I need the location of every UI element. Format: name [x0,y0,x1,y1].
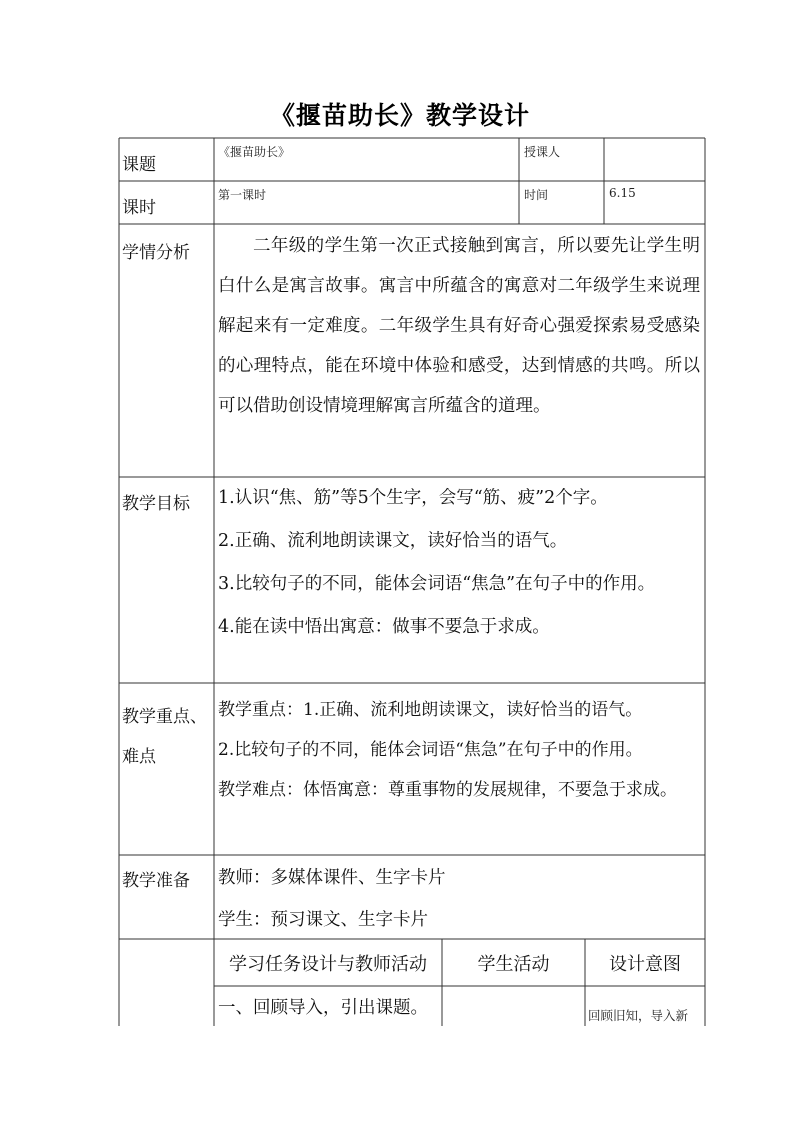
key-points-label-line1: 教学重点、 [122,707,207,727]
objective-item-4: 4.能在读中悟出寓意：做事不要急于求成。 [218,617,550,637]
time-label: 时间 [524,188,549,202]
key-point-line-3: 教学难点：体悟寓意：尊重事物的发展规律，不要急于求成。 [218,780,677,800]
analysis-text: 二年级的学生第一次正式接触到寓言，所以要先让学生明白什么是寓言故事。寓言中所蕴含的寓意对二年级学生来说理解起来有一定难度。二年级学生具有好奇心强爱探索易受感染的心理特点，能在环境中体验和感受，达到情感的共鸣。所以可以借助创设情境理解寓言所蕴含的道理。 [218,236,700,416]
task-cell: 一、回顾导入，引出课题。 [218,998,428,1018]
period-value: 第一课时 [218,188,267,202]
objective-item-1: 1.认识“焦、筋”等5个生字，会写“筋、疲”2个字。 [218,488,608,508]
key-point-line-2: 2.比较句子的不同，能体会词语“焦急”在句子中的作用。 [218,740,643,760]
page-title: 《揠苗助长》教学设计 [269,101,530,130]
key-points-label-line2: 难点 [122,747,156,767]
objective-item-2: 2.正确、流利地朗读课文，读好恰当的语气。 [218,531,568,551]
period-label: 课时 [122,198,156,218]
teacher-label: 授课人 [524,145,561,159]
preparation-student: 学生：预习课文、生字卡片 [218,910,428,930]
analysis-label: 学情分析 [122,243,190,263]
intent-cell: 回顾旧知，导入新 [588,1008,689,1023]
preparation-teacher: 教师：多媒体课件、生字卡片 [218,868,446,888]
header-intent: 设计意图 [609,954,681,975]
topic-value: 《揠苗助长》 [218,145,291,159]
header-student: 学生活动 [477,954,550,975]
objectives-list [218,480,702,646]
topic-label: 课题 [122,155,156,175]
header-task: 学习任务设计与教师活动 [229,954,427,975]
key-point-line-1: 教学重点：1.正确、流利地朗读课文，读好恰当的语气。 [218,700,643,720]
preparation-label: 教学准备 [122,871,190,891]
objective-item-3: 3.比较句子的不同，能体会词语“焦急”在句子中的作用。 [218,574,656,594]
objectives-label: 教学目标 [122,494,190,514]
time-value: 6.15 [609,186,636,200]
key-points-label [122,697,207,777]
preparation-content [218,860,698,939]
key-points-content [218,692,704,809]
